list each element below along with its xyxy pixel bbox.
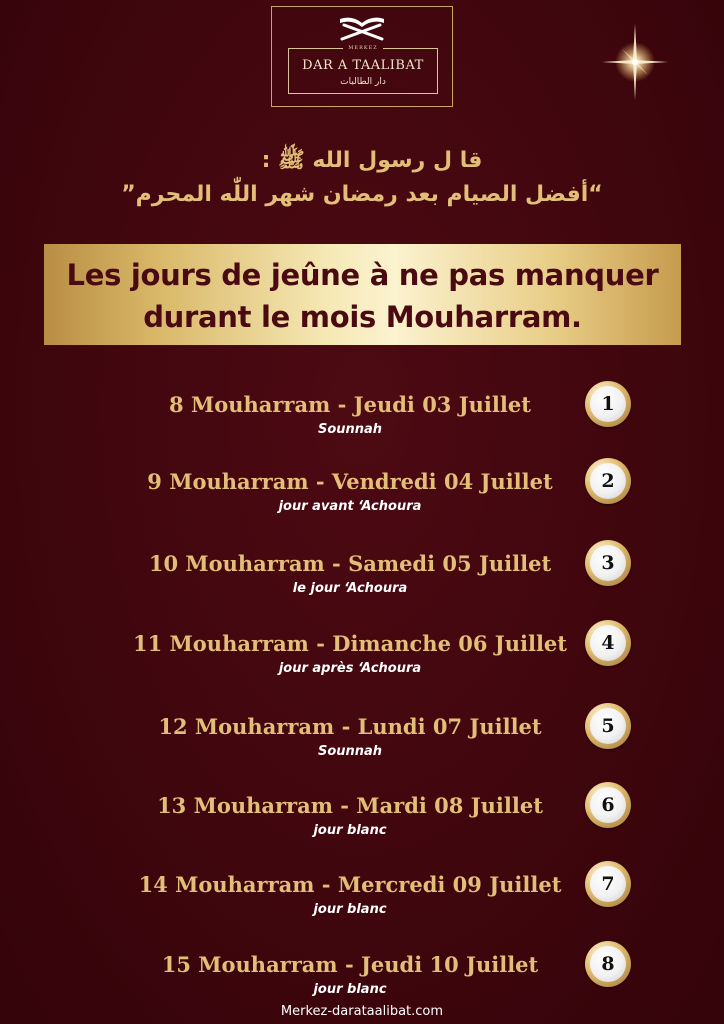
fast-day-note: jour blanc (313, 823, 387, 838)
fast-day-item (0, 550, 724, 620)
number-badge (585, 861, 631, 907)
number-badge (585, 458, 631, 504)
badge-number: 2 (590, 463, 626, 499)
badge-number: 4 (590, 625, 626, 661)
badge-number: 1 (590, 386, 626, 422)
badge-number: 5 (590, 708, 626, 744)
fast-day-title: 9 Mouharram - Vendredi 04 Juillet (147, 469, 553, 494)
number-badge (585, 782, 631, 828)
fast-day-title: 14 Mouharram - Mercredi 09 Juillet (138, 872, 562, 897)
fast-day-note: jour blanc (313, 902, 387, 917)
number-badge (585, 620, 631, 666)
badge-number: 7 (590, 866, 626, 902)
number-badge (585, 540, 631, 586)
badge-number: 6 (590, 787, 626, 823)
logo-name: DAR A TAALIBAT (302, 58, 424, 73)
fast-day-title: 10 Mouharram - Samedi 05 Juillet (148, 551, 552, 576)
fast-day-note: le jour ‘Achoura (292, 581, 408, 596)
logo-merkez-text: MERKEZ (343, 43, 383, 53)
badge-number: 3 (590, 545, 626, 581)
fast-day-item (0, 713, 724, 783)
website-footer: Merkez-darataalibat.com (280, 1004, 444, 1019)
fast-day-item (0, 871, 724, 941)
fast-day-title: 13 Mouharram - Mardi 08 Juillet (157, 793, 543, 818)
headline-line-2: durant le mois Mouharram. (143, 300, 582, 334)
badge-number: 8 (590, 946, 626, 982)
logo (271, 6, 453, 107)
book-stand-icon (334, 13, 390, 43)
fast-day-title: 8 Mouharram - Jeudi 03 Juillet (169, 392, 531, 417)
fast-day-title: 11 Mouharram - Dimanche 06 Juillet (133, 631, 567, 656)
hadith-quote: “أفضل الصيام بعد رمضان شهر اللّٰه المحرم” (121, 182, 603, 207)
headline-line-1: Les jours de jeûne à ne pas manquer (66, 258, 659, 292)
number-badge (585, 703, 631, 749)
headline-banner (44, 244, 681, 345)
sparkle-star-icon (600, 22, 670, 102)
number-badge (585, 941, 631, 987)
fast-day-note: Sounnah (317, 422, 383, 437)
fast-day-title: 12 Mouharram - Lundi 07 Juillet (158, 714, 542, 739)
fast-day-note: jour blanc (313, 982, 387, 997)
fast-day-note: Sounnah (317, 744, 383, 759)
fast-day-item (0, 792, 724, 862)
fast-day-item (0, 630, 724, 700)
hadith-intro: قا ل رسول الله ﷺ : (261, 148, 483, 173)
fast-day-item (0, 468, 724, 538)
fast-day-note: jour après ‘Achoura (278, 661, 422, 676)
fast-day-title: 15 Mouharram - Jeudi 10 Juillet (161, 952, 539, 977)
number-badge (585, 381, 631, 427)
fast-day-note: jour avant ‘Achoura (278, 499, 422, 514)
logo-arabic-name: دار الطالبات (340, 77, 386, 87)
fast-day-item (0, 391, 724, 461)
logo-frame (288, 45, 438, 94)
